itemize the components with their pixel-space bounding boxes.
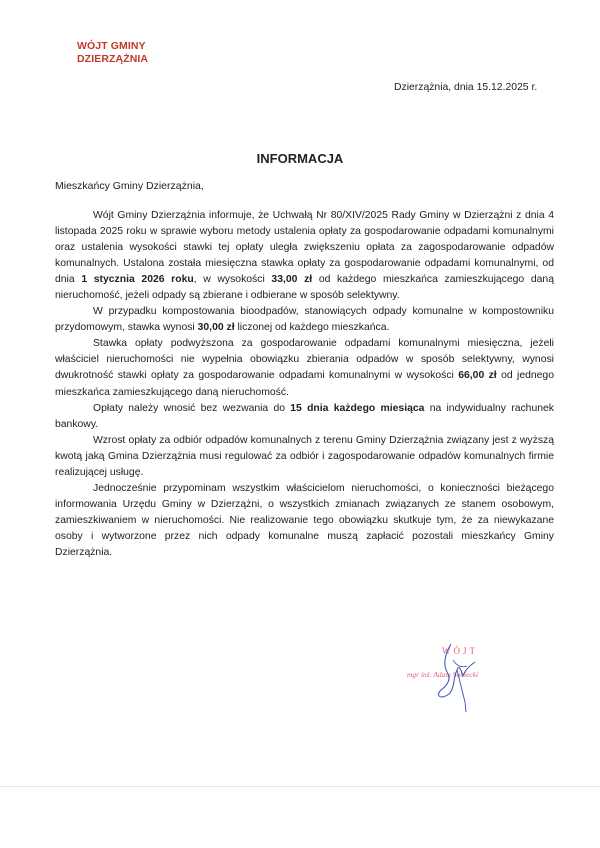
salutation: Mieszkańcy Gminy Dzierzążnia,: [55, 180, 204, 192]
text: Wójt Gminy Dzierzążnia informuje, że Uchwałą Nr 80/XIV/2025 Rady Gminy w Dzierzążni z dnia 4 listopada 2025 roku w sprawie wyboru metody ustalenia opłaty za gospodarowanie odpadami komunalnymi oraz ustalenia wysokości stawki tej opłaty uległa zwiększeniu opłata za zagospodarowanie odpadów komunalnych. Ustalona została miesięczna stawka opłaty za gospodarowanie odpadami komunalnymi, od dnia: [55, 210, 554, 286]
text: Opłaty należy wnosić bez wezwania do: [93, 402, 291, 414]
issuer-line-2: DZIERZĄŻNIA: [77, 53, 149, 65]
paragraph-fee-increase: [55, 208, 554, 304]
paragraph-composting: [55, 304, 554, 336]
text: Stawka opłaty podwyższona za gospodarowanie odpadami komunalnymi miesięczna, jeżeli właściciel nieruchomości nie wypełnia obowiązku zbierania odpadów w sposób selektywny, wynosi dwukrotność stawki opłaty za gospodarowanie odpadami komunalnymi w wysokości: [55, 338, 554, 382]
place-date: Dzierzążnia, dnia 15.12.2025 r.: [394, 82, 538, 93]
page-divider: [0, 786, 600, 787]
rate-increased: 66,00 zł: [458, 370, 497, 382]
document-title: INFORMACJA: [256, 151, 344, 166]
text: Wzrost opłaty za odbiór odpadów komunalnych z terenu Gminy Dzierzążnia związany jest z wyższą kwotą jaką Gmina Dzierzążnia musi regulować za odbiór i zagospodarowanie odpadów komunalnych firmie realizującej usługę.: [55, 434, 554, 478]
text: , w wysokości: [193, 274, 272, 286]
text: W przypadku kompostowania bioodpadów, stanowiących odpady komunalne w kompostowniku przydomowym, stawka wynosi: [55, 306, 554, 334]
paragraph-reason: [55, 433, 554, 481]
paragraph-reminder: [55, 481, 554, 561]
signature-block: [405, 640, 535, 710]
document-body: [55, 208, 554, 561]
effective-date: 1 stycznia 2026 roku: [81, 274, 194, 286]
issuer-line-1: WÓJT GMINY: [77, 40, 146, 52]
stamp-title: WÓJT: [442, 646, 478, 656]
issuer-header: [77, 40, 148, 66]
stamp-name: mgr inż. Adam Sobiecki: [407, 670, 479, 679]
paragraph-increased-rate: [55, 336, 554, 400]
payment-deadline: 15 dnia każdego miesiąca: [290, 402, 425, 414]
paragraph-payment-deadline: [55, 401, 554, 433]
rate-selective: 33,00 zł: [271, 274, 313, 286]
text: Jednocześnie przypominam wszystkim właścicielom nieruchomości, o konieczności bieżącego informowania Urzędu Gminy w Dzierzążni, o wszystkich zmianach związanych ze stanem osobowym, zamieszkiwaniem w nieruchomości. Nie realizowanie tego obowiązku skutkuje tym, że za niewykazane osoby i wytworzone przez nich odpady komunalne muszą zapłacić pozostali mieszkańcy Gminy Dzierzążnia.: [55, 482, 554, 558]
rate-composting: 30,00 zł: [197, 322, 235, 334]
text: na indywidualny rachunek bankowy.: [55, 402, 554, 430]
handwritten-signature-icon: [405, 640, 535, 715]
text: od jednego mieszkańca zamieszkującego daną nieruchomość.: [55, 370, 554, 398]
text: od każdego mieszkańca zamieszkującego daną nieruchomość, jeżeli odpady są zbierane i odbierane w sposób selektywny.: [55, 274, 554, 302]
text: liczonej od każdego mieszkańca.: [234, 322, 390, 334]
